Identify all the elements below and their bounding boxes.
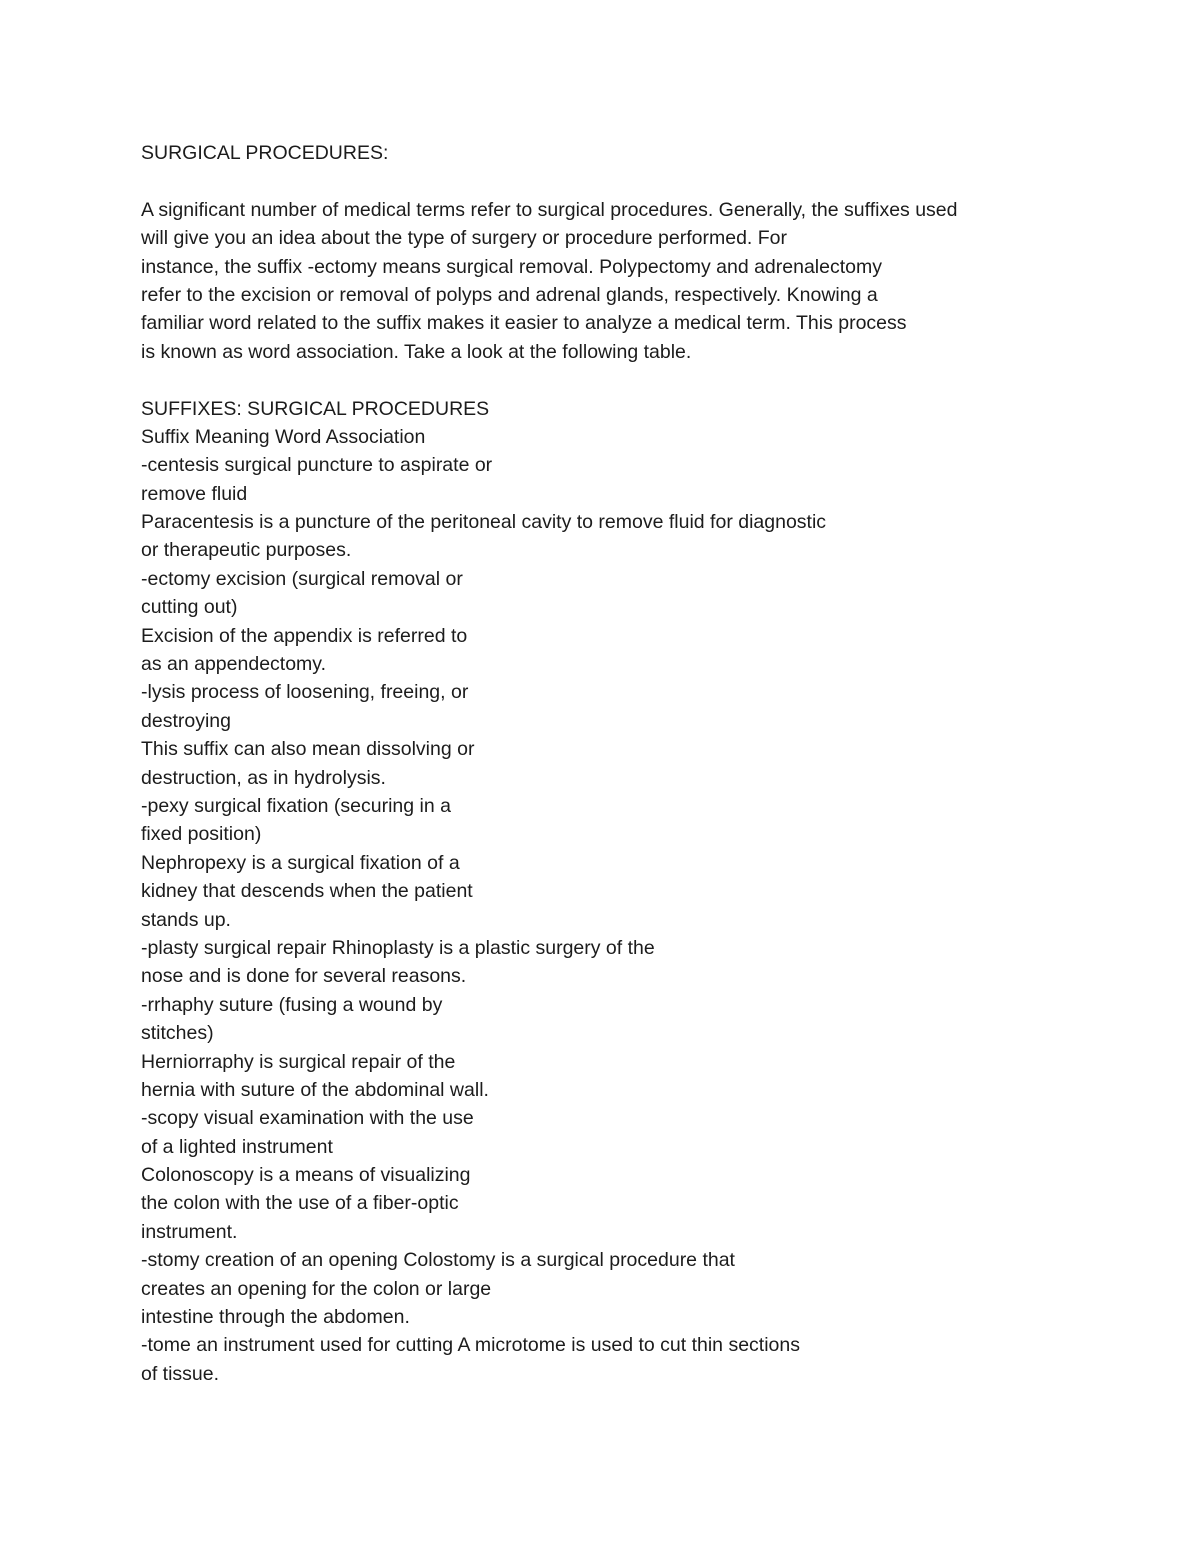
table-line: -stomy creation of an opening Colostomy is a surgical procedure that: [141, 1249, 735, 1272]
table-line: the colon with the use of a fiber-optic: [141, 1192, 459, 1215]
table-line: Herniorraphy is surgical repair of the: [141, 1050, 456, 1073]
table-line: Colonoscopy is a means of visualizing: [141, 1164, 471, 1187]
table-line: stitches): [141, 1022, 214, 1045]
table-line: or therapeutic purposes.: [141, 539, 352, 562]
table-line: -rrhaphy suture (fusing a wound by: [141, 993, 443, 1016]
table-line: creates an opening for the colon or large: [141, 1277, 492, 1300]
table-line: -centesis surgical puncture to aspirate or: [141, 454, 493, 477]
intro-paragraph: [141, 196, 1141, 366]
table-line: kidney that descends when the patient: [141, 880, 473, 903]
table-line: -pexy surgical fixation (securing in a: [141, 794, 451, 817]
table-line: instrument.: [141, 1220, 238, 1243]
table-line: -scopy visual examination with the use: [141, 1107, 474, 1130]
table-line: This suffix can also mean dissolving or: [141, 738, 475, 761]
paragraph-gap: [141, 366, 1141, 394]
suffix-table-text: [141, 423, 1141, 1388]
intro-line: A significant number of medical terms refer to surgical procedures. Generally, the suffixes used: [141, 198, 958, 221]
intro-line: instance, the suffix -ectomy means surgical removal. Polypectomy and adrenalectomy: [141, 255, 882, 278]
intro-line: will give you an idea about the type of surgery or procedure performed. For: [141, 227, 788, 250]
intro-line: is known as word association. Take a look at the following table.: [141, 340, 692, 363]
table-line: nose and is done for several reasons.: [141, 965, 467, 988]
paragraph-gap: [141, 167, 1141, 195]
table-line: remove fluid: [141, 482, 248, 505]
table-line: -lysis process of loosening, freeing, or: [141, 681, 469, 704]
table-line: fixed position): [141, 823, 262, 846]
table-line: Nephropexy is a surgical fixation of a: [141, 851, 460, 874]
intro-line: refer to the excision or removal of polyps and adrenal glands, respectively. Knowing a: [141, 283, 878, 306]
table-title: SUFFIXES: SURGICAL PROCEDURES: [141, 397, 490, 420]
table-line: of tissue.: [141, 1362, 220, 1385]
table-line: -ectomy excision (surgical removal or: [141, 567, 463, 590]
table-line: Suffix Meaning Word Association: [141, 425, 426, 448]
table-line: -tome an instrument used for cutting A microtome is used to cut thin sections: [141, 1334, 800, 1357]
intro-line: familiar word related to the suffix makes it easier to analyze a medical term. This process: [141, 312, 907, 335]
table-line: stands up.: [141, 908, 231, 931]
table-line: destroying: [141, 709, 231, 732]
table-line: -plasty surgical repair Rhinoplasty is a plastic surgery of the: [141, 936, 655, 959]
table-line: of a lighted instrument: [141, 1135, 333, 1158]
document-heading: SURGICAL PROCEDURES:: [141, 142, 389, 164]
table-line: as an appendectomy.: [141, 653, 327, 676]
table-line: destruction, as in hydrolysis.: [141, 766, 386, 789]
table-line: Paracentesis is a puncture of the peritoneal cavity to remove fluid for diagnostic: [141, 511, 827, 534]
table-line: hernia with suture of the abdominal wall.: [141, 1078, 489, 1101]
document-body: [141, 139, 1141, 1388]
table-line: cutting out): [141, 596, 238, 619]
table-line: intestine through the abdomen.: [141, 1306, 410, 1329]
table-line: Excision of the appendix is referred to: [141, 624, 468, 647]
